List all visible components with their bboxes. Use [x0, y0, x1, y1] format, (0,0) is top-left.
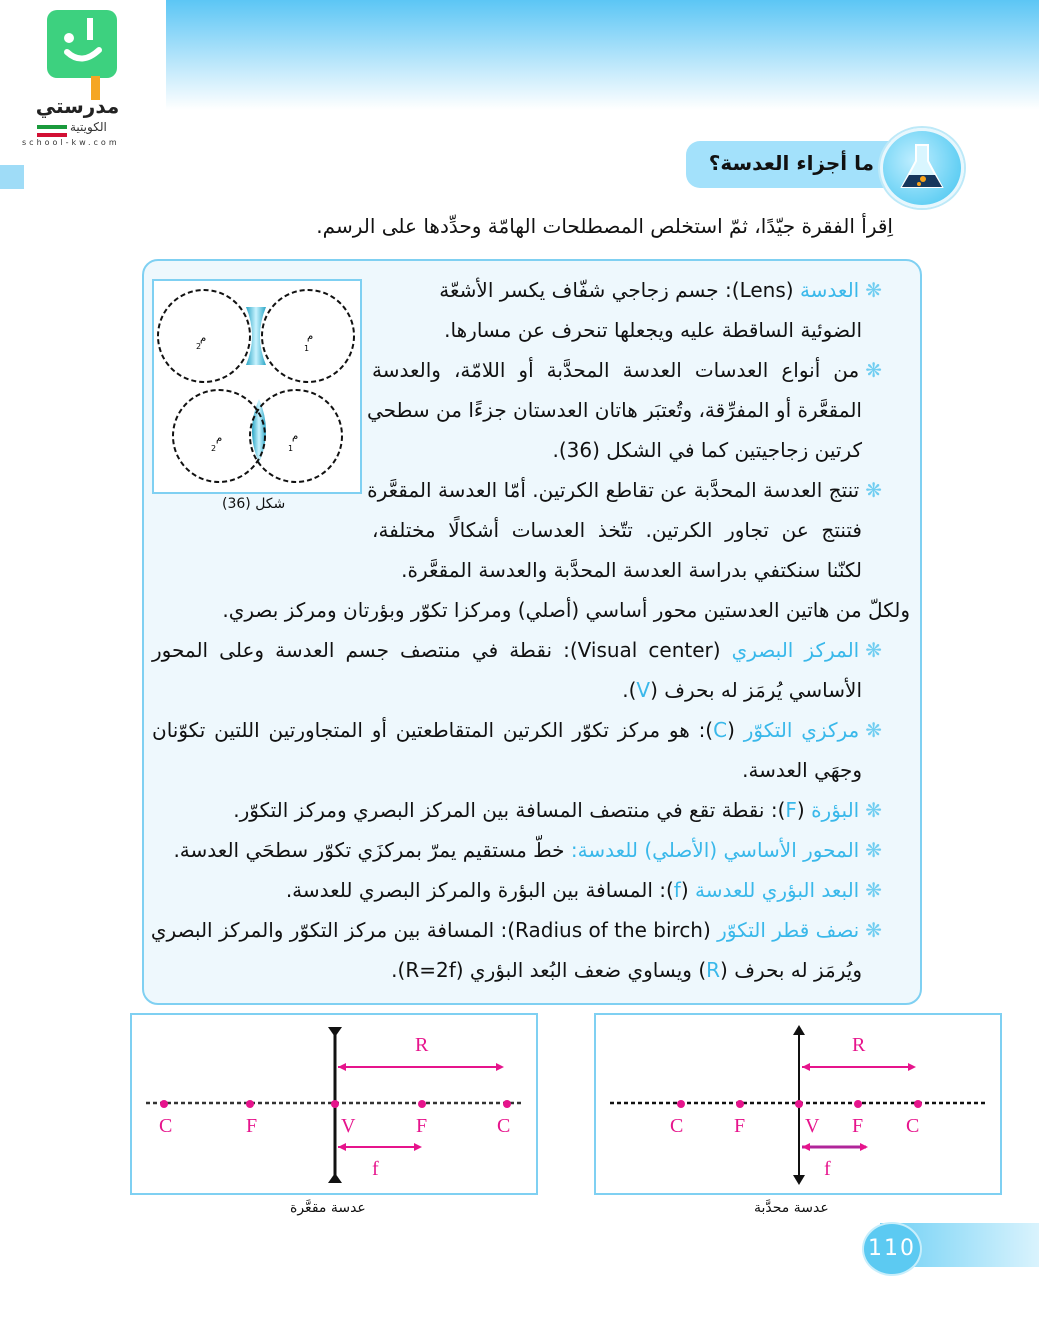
- line-text: (: [727, 718, 744, 742]
- label-R: R: [852, 1034, 866, 1056]
- bullet-star-icon: ❋: [865, 838, 882, 862]
- line-text: تنتج العدسة المحدَّبة عن تقاطع الكرتين. أمّا العدسة المقعَّرة: [367, 478, 860, 502]
- term-highlight: V: [636, 678, 651, 702]
- label-C-right: C: [497, 1115, 511, 1137]
- page-number: 110: [862, 1222, 922, 1276]
- kuwait-flag-icon: [37, 125, 67, 137]
- label-f: f: [824, 1158, 831, 1180]
- bullet-star-icon: ❋: [865, 278, 882, 302]
- paragraph-line: [366, 392, 862, 428]
- flask-icon: [880, 128, 964, 208]
- label-C-left: C: [670, 1115, 684, 1137]
- term-highlight: f: [673, 878, 681, 902]
- convex-caption: عدسة محدَّبة: [754, 1200, 829, 1216]
- label-f: f: [372, 1158, 379, 1180]
- term-highlight: المركز البصري: [731, 638, 860, 662]
- label-F-left: F: [734, 1115, 746, 1137]
- label-F-right: F: [852, 1115, 864, 1137]
- bullet-star-icon: ❋: [865, 918, 882, 942]
- bullet-star-icon: ❋: [865, 718, 882, 742]
- line-text: لكنّنا سنكتفي بدراسة العدسة المحدَّبة والعدسة المقعَّرة.: [401, 558, 862, 582]
- label-2: 2: [196, 342, 202, 351]
- label-R: R: [415, 1034, 429, 1056]
- decor-square: [0, 165, 24, 189]
- bullet-star-icon: ❋: [865, 358, 882, 382]
- label-C-right: C: [906, 1115, 920, 1137]
- concave-caption: عدسة مقعَّرة: [290, 1200, 366, 1216]
- line-text: كرتين زجاجيتين كما في الشكل (36).: [552, 438, 862, 462]
- line-text: (: [796, 798, 812, 822]
- section-title: ما أجزاء العدسة؟: [708, 151, 874, 175]
- paragraph-line: [233, 792, 882, 828]
- line-text: (Radius of the birch): المسافة بين مركز التكوّر والمركز البصري: [150, 918, 718, 942]
- paragraph-line: [391, 952, 862, 988]
- label-m1b: م: [292, 431, 299, 442]
- logo-url: school-kw.com: [22, 138, 120, 147]
- bullet-star-icon: ❋: [865, 478, 882, 502]
- line-text: (Visual center): نقطة في منتصف جسم العدسة وعلى المحور: [152, 638, 732, 662]
- label-F-right: F: [416, 1115, 428, 1137]
- concave-lens-diagram: [130, 1013, 538, 1195]
- bullet-star-icon: ❋: [865, 878, 882, 902]
- label-m2b: م: [216, 433, 223, 444]
- logo-sub: الكويتية: [70, 120, 107, 134]
- line-text: المقعَّرة أو المفرِّقة، وتُعتبَر هاتان العدستان جزءًا من سطحي: [366, 398, 862, 422]
- term-highlight: العدسة: [799, 278, 860, 302]
- label-F-left: F: [246, 1115, 258, 1137]
- logo-name: مدرستي: [35, 94, 120, 118]
- paragraph-line: [439, 272, 882, 308]
- term-highlight: نصف قطر التكوّر: [717, 918, 860, 942]
- label-C-left: C: [159, 1115, 173, 1137]
- bullet-star-icon: ❋: [865, 638, 882, 662]
- line-text: ).: [622, 678, 637, 702]
- logo-tile-icon: [47, 10, 117, 78]
- term-highlight: R: [706, 958, 721, 982]
- paragraph-line: [553, 432, 863, 468]
- line-text: ولكلّ من هاتين العدستين محور أساسي (أصلي) ومركزا تكوّر وبؤرتان ومركز بصري.: [222, 598, 910, 622]
- term-highlight: مركزي التكوّر: [743, 718, 860, 742]
- line-text: خطّ مستقيم يمرّ بمركزَي تكوّر سطحَي العدسة.: [173, 838, 571, 862]
- paragraph-line: [173, 832, 882, 868]
- label-m2: م: [200, 333, 207, 344]
- paragraph-line: [372, 352, 882, 388]
- paragraph-line: [367, 472, 882, 508]
- label-1: 1: [304, 344, 310, 353]
- label-V: V: [805, 1115, 820, 1137]
- term-highlight: C: [713, 718, 728, 742]
- header-band: [166, 0, 1039, 110]
- bullet-star-icon: ❋: [865, 798, 882, 822]
- paragraph-line: [152, 712, 882, 748]
- line-text: وجهَي العدسة.: [742, 758, 862, 782]
- line-text: ): هو مركز تكوّر الكرتين المتقاطعتين أو المتجاورتين اللتين تكوّنان: [152, 718, 714, 742]
- paragraph-line: [622, 672, 862, 708]
- line-text: الأساسي يُرمَز له بحرف (: [650, 678, 862, 702]
- line-text: فتنتج عن تجاور الكرتين. تتّخذ العدسات أشكالًا مختلفة،: [372, 518, 862, 542]
- label-1b: 1: [288, 444, 294, 453]
- logo: [20, 8, 150, 147]
- line-text: الضوئية الساقطة عليه ويجعلها تنحرف عن مسارها.: [444, 318, 862, 342]
- paragraph-line: [372, 512, 862, 548]
- paragraph-line: [401, 552, 862, 588]
- term-highlight: البؤرة: [811, 798, 860, 822]
- convex-lens-diagram: [594, 1013, 1002, 1195]
- line-text: ): المسافة بين البؤرة والمركز البصري للعدسة.: [285, 878, 674, 902]
- label-m1: م: [307, 331, 314, 342]
- label-2b: 2: [211, 444, 217, 453]
- label-V: V: [341, 1115, 356, 1137]
- term-highlight: البعد البؤري للعدسة: [695, 878, 860, 902]
- figure-36: [152, 279, 362, 494]
- paragraph-line: [222, 592, 910, 628]
- line-text: ويُرمَز له بحرف (: [720, 958, 862, 982]
- intro-instruction: اِقرأ الفقرة جيّدًا، ثمّ استخلص المصطلحات الهامّة وحدِّدها على الرسم.: [316, 214, 893, 238]
- line-text: ): نقطة تقع في منتصف المسافة بين المركز البصري ومركز التكوّر.: [233, 798, 786, 822]
- term-highlight: F: [785, 798, 797, 822]
- line-text: ) ويساوي ضعف البُعد البؤري (R=2f).: [391, 958, 707, 982]
- line-text: (: [680, 878, 696, 902]
- paragraph-line: [286, 872, 882, 908]
- line-text: (Lens): جسم زجاجي شفّاف يكسر الأشعّة: [439, 278, 800, 302]
- paragraph-line: [152, 912, 882, 948]
- figure-36-caption: شكل (36): [222, 496, 286, 512]
- paragraph-line: [742, 752, 862, 788]
- line-text: من أنواع العدسات العدسة المحدَّبة أو اللامّة، والعدسة: [372, 358, 860, 382]
- term-highlight: المحور الأساسي (الأصلي) للعدسة:: [570, 838, 860, 862]
- paragraph-line: [444, 312, 862, 348]
- paragraph-line: [152, 632, 882, 668]
